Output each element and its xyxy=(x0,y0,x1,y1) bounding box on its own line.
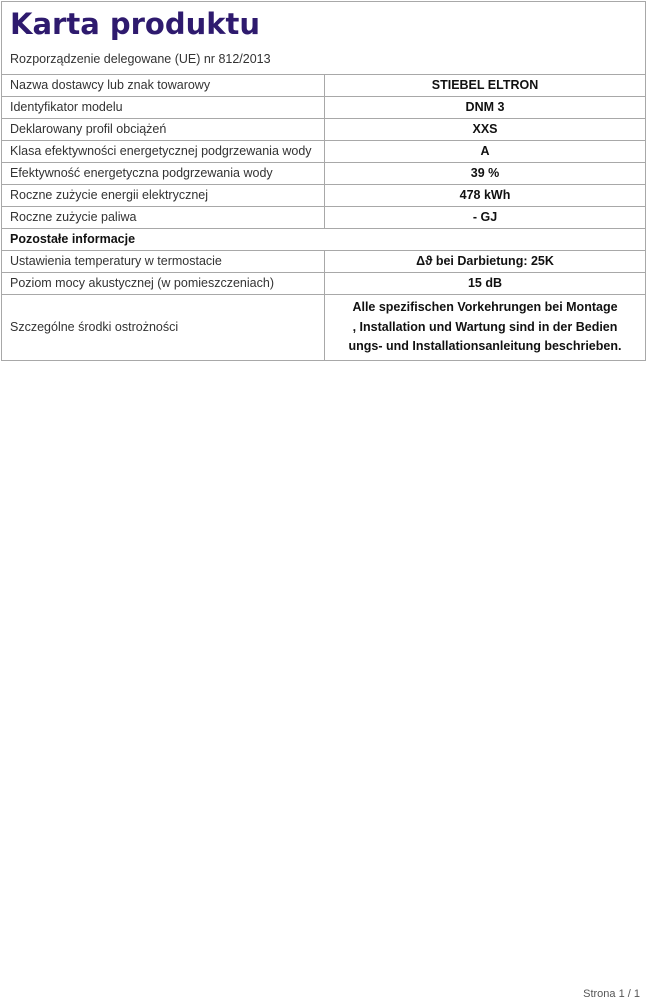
row-label: Klasa efektywności energetycznej podgrzewania wody xyxy=(2,141,325,163)
table-row xyxy=(2,119,645,141)
table-row xyxy=(2,163,645,185)
row-label: Efektywność energetyczna podgrzewania wody xyxy=(2,163,325,185)
spec-table xyxy=(2,75,645,360)
page-title: Karta produktu xyxy=(10,7,261,41)
row-label: Roczne zużycie energii elektrycznej xyxy=(2,185,325,207)
row-value: 15 dB xyxy=(325,273,646,295)
precautions-value xyxy=(325,295,646,360)
table-row xyxy=(2,251,645,273)
row-label: Identyfikator modelu xyxy=(2,97,325,119)
table-row xyxy=(2,141,645,163)
table-row xyxy=(2,185,645,207)
row-label: Ustawienia temperatury w termostacie xyxy=(2,251,325,273)
row-label: Nazwa dostawcy lub znak towarowy xyxy=(2,75,325,97)
row-value: 39 % xyxy=(325,163,646,185)
row-value: DNM 3 xyxy=(325,97,646,119)
precautions-line: Alle spezifischen Vorkehrungen bei Montage xyxy=(352,300,618,314)
regulation-reference: Rozporządzenie delegowane (UE) nr 812/2013 xyxy=(10,52,271,66)
title-block xyxy=(2,2,645,75)
table-row xyxy=(2,75,645,97)
row-value: A xyxy=(325,141,646,163)
row-value: XXS xyxy=(325,119,646,141)
row-value: 478 kWh xyxy=(325,185,646,207)
row-value: Δϑ bei Darbietung: 25K xyxy=(325,251,646,273)
section-heading-row xyxy=(2,229,645,251)
product-sheet xyxy=(1,1,646,361)
row-value: STIEBEL ELTRON xyxy=(431,78,539,92)
section-heading: Pozostałe informacje xyxy=(2,229,645,251)
row-label: Roczne zużycie paliwa xyxy=(2,207,325,229)
precautions-line: ungs- und Installationsanleitung beschrieben. xyxy=(348,339,622,353)
table-row xyxy=(2,207,645,229)
row-label: Poziom mocy akustycznej (w pomieszczeniach) xyxy=(2,273,325,295)
table-row-precautions xyxy=(2,295,645,360)
page-number: Strona 1 / 1 xyxy=(583,988,640,1000)
table-row xyxy=(2,97,645,119)
row-label: Szczególne środki ostrożności xyxy=(2,295,325,360)
table-row xyxy=(2,273,645,295)
row-label: Deklarowany profil obciążeń xyxy=(2,119,325,141)
row-value: - GJ xyxy=(325,207,646,229)
precautions-line: , Installation und Wartung sind in der Bedien xyxy=(352,319,618,334)
